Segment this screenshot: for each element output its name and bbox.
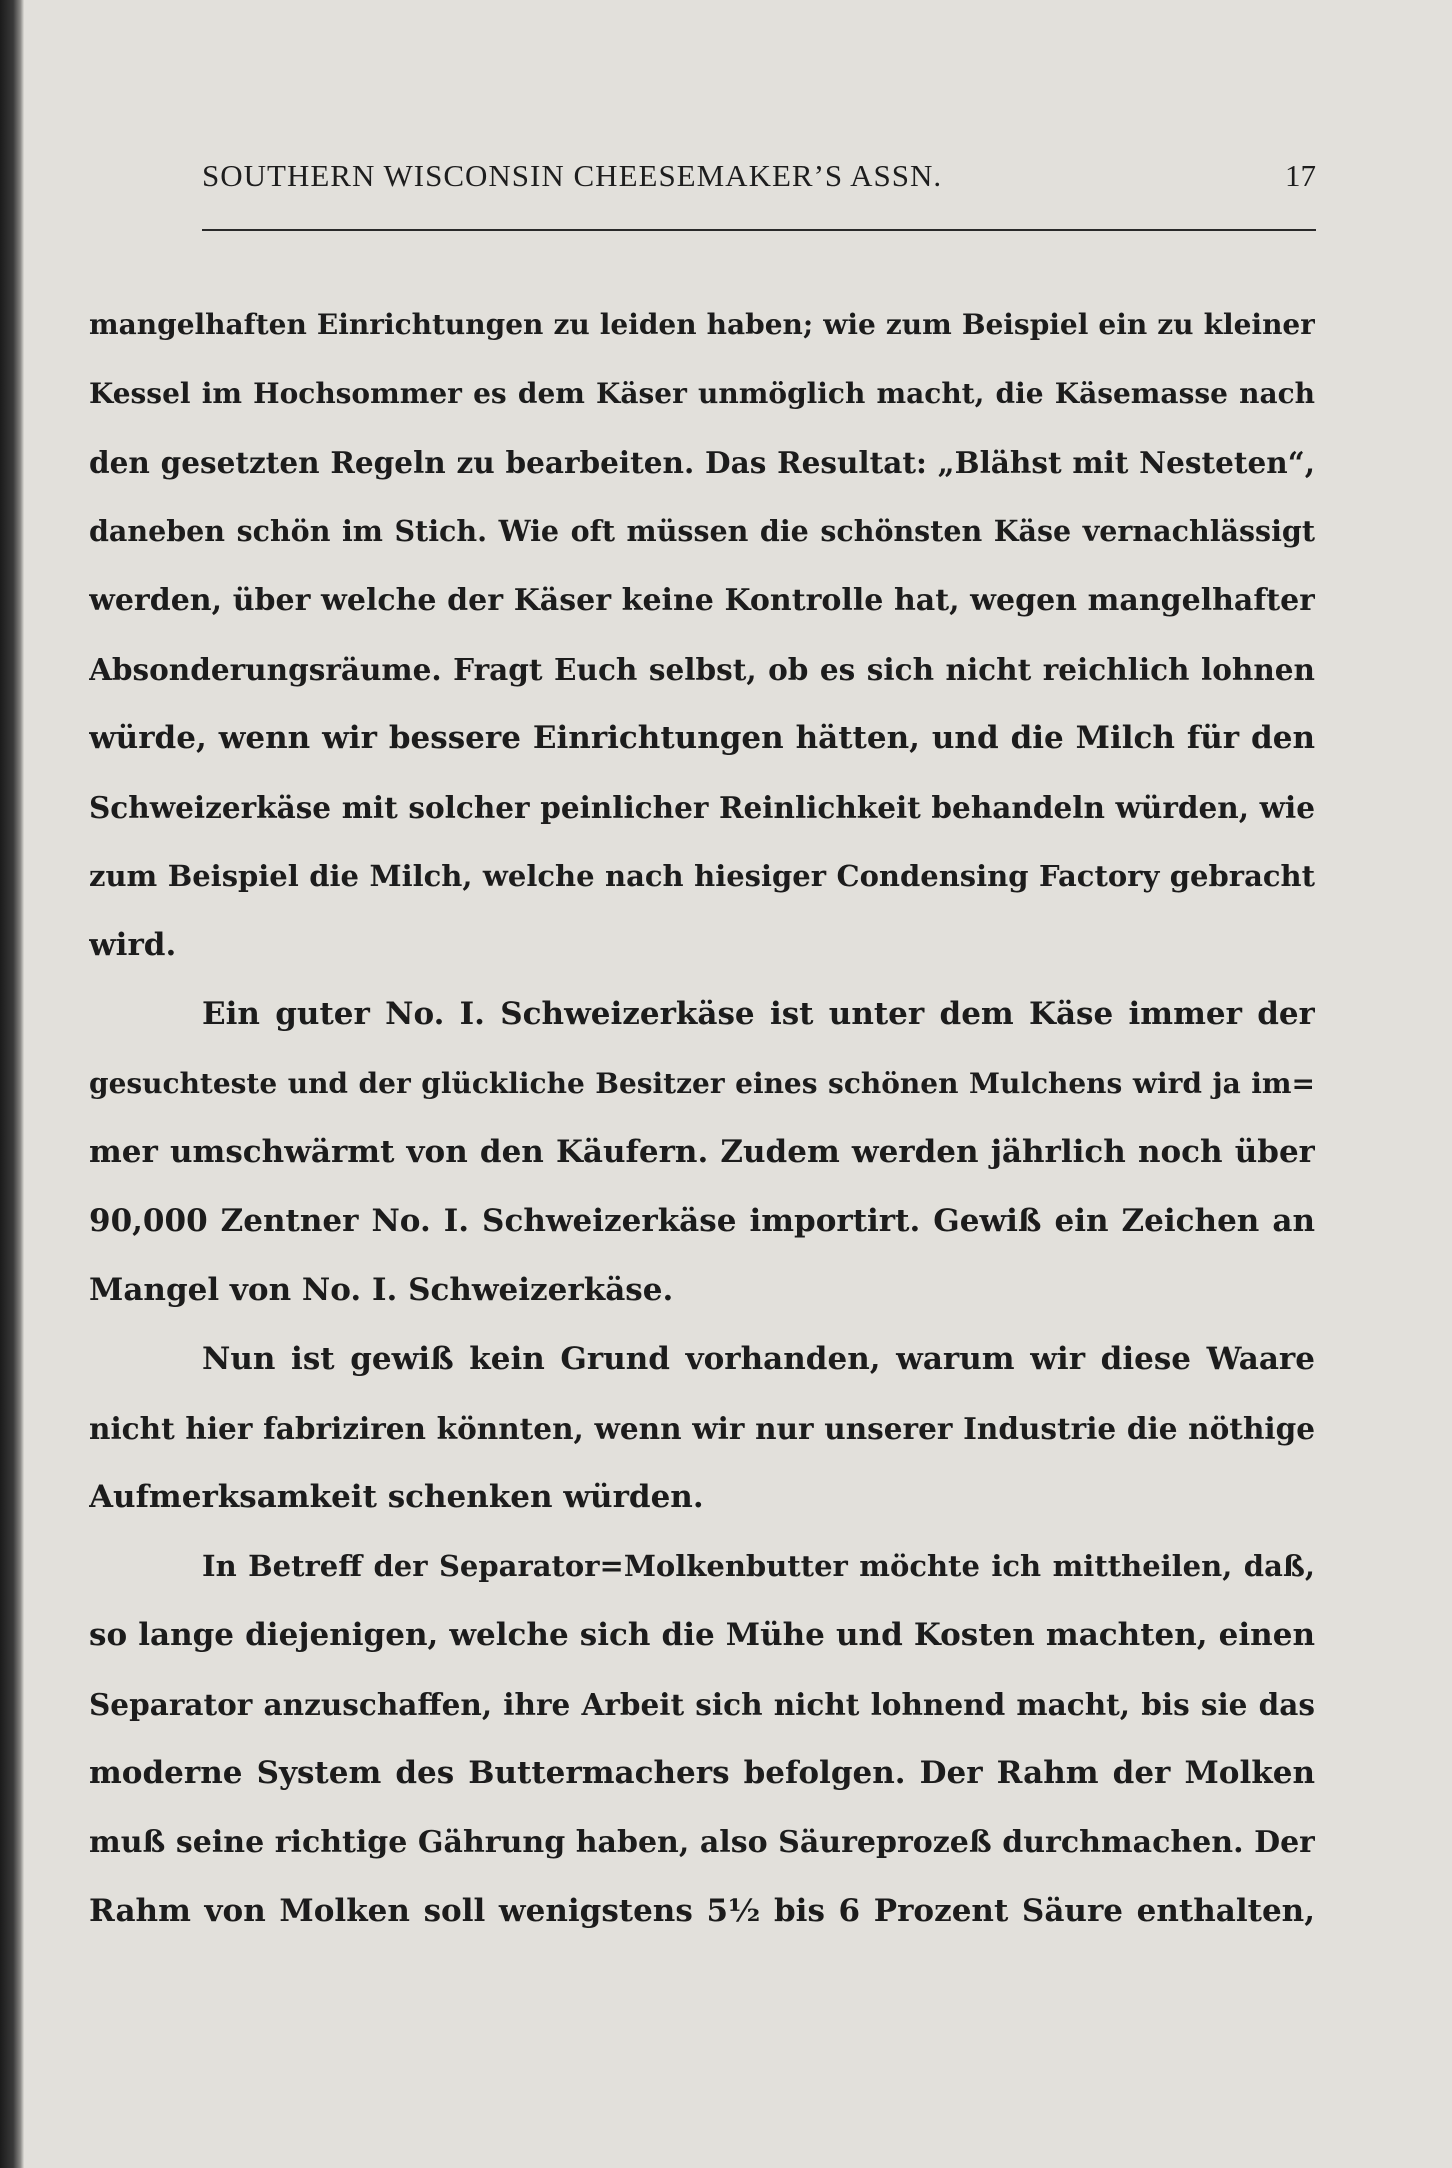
text-line: In Betreff der Separator=Molkenbutter möchte ich mittheilen, daß,	[202, 1549, 1315, 1583]
text-line: Schweizerkäse mit solcher peinlicher Reinlichkeit behandeln würden, wie	[89, 790, 1315, 825]
text-line: mangelhaften Einrichtungen zu leiden haben; wie zum Beispiel ein zu kleiner	[89, 308, 1315, 341]
text-line: mer umschwärmt von den Käufern. Zudem werden jährlich noch über	[89, 1134, 1315, 1170]
paragraph	[89, 1325, 1315, 1532]
text-line: 90,000 Zentner No. I. Schweizerkäse importirt. Gewiß ein Zeichen an	[89, 1203, 1315, 1239]
text-line: Rahm von Molken soll wenigstens 5½ bis 6 Prozent Säure enthalten,	[89, 1893, 1315, 1929]
text-line: wird.	[89, 927, 177, 963]
text-line: Ein guter No. I. Schweizerkäse ist unter dem Käse immer der	[202, 996, 1315, 1032]
text-line: Nun ist gewiß kein Grund vorhanden, warum wir diese Waare	[202, 1341, 1315, 1377]
body-text	[89, 290, 1315, 1946]
text-line: muß seine richtige Gährung haben, also Säureprozeß durchmachen. Der	[89, 1825, 1315, 1860]
running-title: SOUTHERN WISCONSIN CHEESEMAKER’S ASSN.	[202, 158, 943, 193]
text-line: würde, wenn wir bessere Einrichtungen hätten, und die Milch für den	[89, 720, 1315, 756]
text-line: moderne System des Buttermachers befolgen. Der Rahm der Molken	[89, 1755, 1315, 1791]
book-page	[24, 0, 1452, 2168]
text-line: Aufmerksamkeit schenken würden.	[89, 1479, 704, 1515]
paragraph	[89, 1532, 1315, 1946]
text-line: Mangel von No. I. Schweizerkäse.	[89, 1272, 674, 1308]
text-line: Kessel im Hochsommer es dem Käser unmöglich macht, die Käsemasse nach	[89, 377, 1315, 410]
text-line: zum Beispiel die Milch, welche nach hiesiger Condensing Factory gebracht	[89, 859, 1315, 893]
paragraph	[89, 290, 1315, 980]
text-line: den gesetzten Regeln zu bearbeiten. Das Resultat: „Blähst mit Nesteten“,	[89, 445, 1315, 480]
text-line: Separator anzuschaffen, ihre Arbeit sich nicht lohnend macht, bis sie das	[89, 1687, 1315, 1722]
page-number: 17	[1285, 158, 1316, 193]
running-head	[202, 158, 1316, 204]
header-rule	[202, 229, 1316, 231]
paragraph	[89, 980, 1315, 1325]
book-binding-shadow	[0, 0, 24, 2168]
text-line: gesuchteste und der glückliche Besitzer eines schönen Mulchens wird ja im=	[89, 1067, 1315, 1100]
text-line: daneben schön im Stich. Wie oft müssen die schönsten Käse vernachlässigt	[89, 514, 1315, 548]
text-line: nicht hier fabriziren könnten, wenn wir nur unserer Industrie die nöthige	[89, 1411, 1315, 1446]
text-line: Absonderungsräume. Fragt Euch selbst, ob es sich nicht reichlich lohnen	[89, 652, 1315, 687]
text-line: werden, über welche der Käser keine Kontrolle hat, wegen mangelhafter	[89, 583, 1315, 618]
text-line: so lange diejenigen, welche sich die Mühe und Kosten machten, einen	[89, 1617, 1315, 1653]
